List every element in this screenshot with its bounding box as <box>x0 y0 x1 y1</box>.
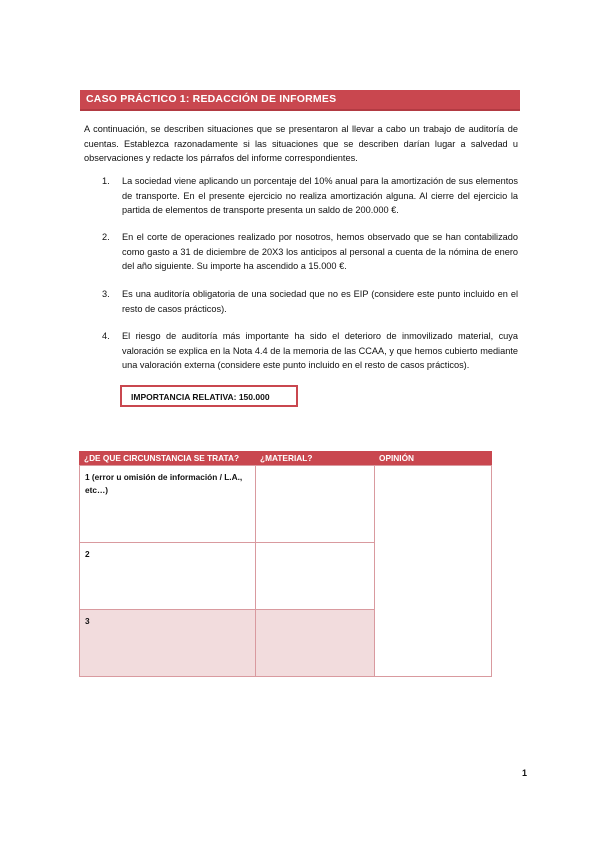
list-item-number: 3. <box>102 289 110 299</box>
table-cell-opinion[interactable] <box>374 465 492 677</box>
table-cell-circumstance[interactable] <box>79 542 256 610</box>
section-title-bar <box>80 90 520 111</box>
intro-paragraph: A continuación, se describen situaciones que se presentaron al llevar a cabo un trabajo de auditoría de cuentas. Establezca razonadamente si las situaciones que se describen darían lugar a salvedad u observaciones y redacte los párrafos del informe correspondientes. <box>84 124 518 164</box>
column-header: OPINIÓN <box>374 451 492 465</box>
list-item-number: 4. <box>102 331 110 341</box>
list-item-text: Es una auditoría obligatoria de una sociedad que no es EIP (considere este punto incluido en el resto de casos prácticos). <box>122 289 518 314</box>
table-cell-material[interactable] <box>255 542 375 610</box>
table-cell-material[interactable] <box>255 465 375 543</box>
importance-box <box>120 385 298 407</box>
section-title: CASO PRÁCTICO 1: REDACCIÓN DE INFORMES <box>86 93 337 105</box>
list-item-text: En el corte de operaciones realizado por nosotros, hemos observado que se han contabilizado como gasto a 31 de diciembre de 20X3 los anticipos al personal a cuenta de la nómina de enero del año siguiente. Su importe ha ascendido a 15.000 €. <box>122 232 518 272</box>
row-label: 2 <box>85 549 90 559</box>
column-header: ¿MATERIAL? <box>255 451 374 465</box>
answer-table <box>79 451 492 677</box>
importance-label: IMPORTANCIA RELATIVA: 150.000 <box>131 392 270 402</box>
table-cell-circumstance[interactable] <box>79 609 256 677</box>
table-cell-circumstance[interactable] <box>79 465 256 543</box>
table-cell-material[interactable] <box>255 609 375 677</box>
row-label: 3 <box>85 616 90 626</box>
row-label: 1 (error u omisión de información / L.A., etc…) <box>85 472 243 495</box>
column-header: ¿DE QUE CIRCUNSTANCIA SE TRATA? <box>79 451 255 465</box>
page-number: 1 <box>522 768 528 778</box>
list-item-number: 2. <box>102 232 110 242</box>
list-item-text: El riesgo de auditoría más importante ha sido el deterioro de inmovilizado material, cuya valoración se explica en la Nota 4.4 de la memoria de las CCAA, y que hemos cubierto mediante una valoración externa (considere este punto incluido en el resto de casos prácticos). <box>122 331 518 371</box>
list-item-text: La sociedad viene aplicando un porcentaje del 10% anual para la amortización de sus elementos de transporte. En el presente ejercicio no realiza amortización alguna. Al cierre del ejercicio la partida de elementos de transporte presenta un saldo de 200.000 €. <box>122 176 518 216</box>
list-item-number: 1. <box>102 176 110 186</box>
